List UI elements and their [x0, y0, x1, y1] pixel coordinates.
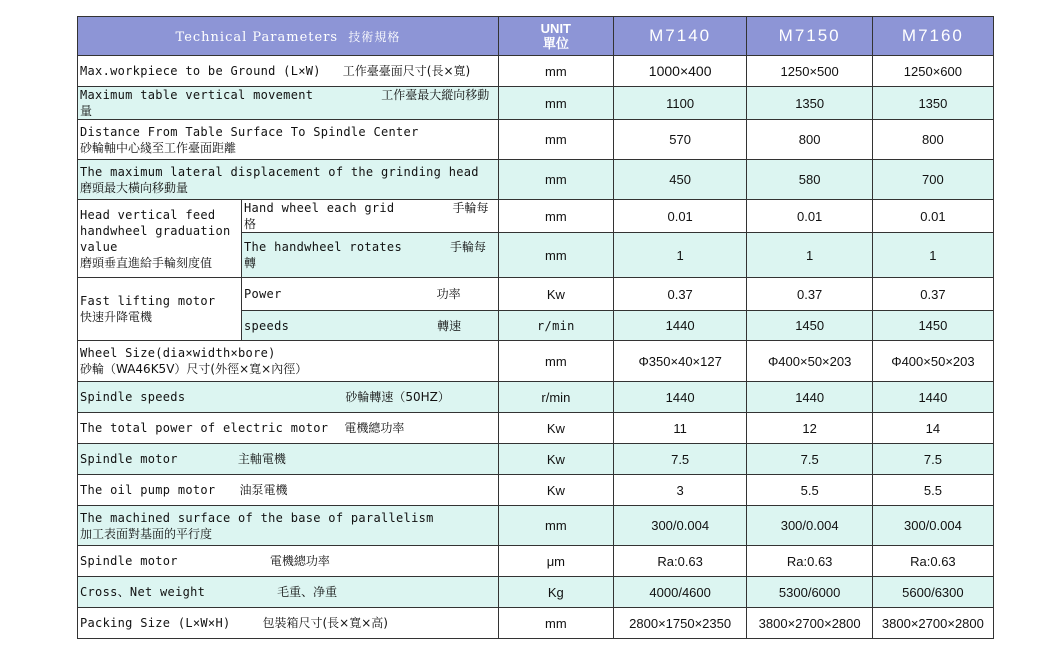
header-model-m7140: M7140 — [613, 17, 747, 56]
value-cell: Φ400×50×203 — [747, 341, 872, 382]
value-cell: 3 — [613, 475, 747, 506]
value-cell: 1440 — [747, 382, 872, 413]
value-cell: 580 — [747, 160, 872, 200]
table-row — [78, 341, 994, 382]
value-cell: 7.5 — [872, 444, 993, 475]
table-row — [78, 382, 994, 413]
value-cell: 800 — [747, 120, 872, 160]
unit-cell: Kw — [498, 278, 613, 311]
unit-cell: mm — [498, 160, 613, 200]
value-cell: 14 — [872, 413, 993, 444]
value-cell: 300/0.004 — [613, 506, 747, 546]
unit-cell: r/min — [498, 382, 613, 413]
table-row — [78, 506, 994, 546]
unit-cell: mm — [498, 506, 613, 546]
table-row — [78, 160, 994, 200]
table-row — [78, 413, 994, 444]
header-model-m7160: M7160 — [872, 17, 993, 56]
value-cell: 0.01 — [613, 200, 747, 233]
value-cell: Ra:0.63 — [613, 546, 747, 577]
value-cell: 1350 — [872, 87, 993, 120]
value-cell: 5.5 — [747, 475, 872, 506]
sub-param-label: Power 功率 — [241, 278, 498, 311]
value-cell: 1250×500 — [747, 56, 872, 87]
value-cell: 3800×2700×2800 — [747, 608, 872, 639]
value-cell: 1440 — [872, 382, 993, 413]
spec-table — [77, 16, 994, 639]
value-cell: 1440 — [613, 382, 747, 413]
value-cell: 300/0.004 — [872, 506, 993, 546]
unit-cell: Kw — [498, 413, 613, 444]
value-cell: 12 — [747, 413, 872, 444]
table-row — [78, 546, 994, 577]
param-label: Spindle motor 電機總功率 — [78, 546, 499, 577]
unit-cell: r/min — [498, 311, 613, 341]
header-row — [78, 17, 994, 56]
value-cell: 1440 — [613, 311, 747, 341]
value-cell: Φ400×50×203 — [872, 341, 993, 382]
unit-cell: mm — [498, 87, 613, 120]
value-cell: 11 — [613, 413, 747, 444]
unit-cell: Kg — [498, 577, 613, 608]
value-cell: 570 — [613, 120, 747, 160]
value-cell: Ra:0.63 — [747, 546, 872, 577]
value-cell: 3800×2700×2800 — [872, 608, 993, 639]
param-label: The total power of electric motor 電機總功率 — [78, 413, 499, 444]
value-cell: 1 — [747, 233, 872, 278]
unit-cell: mm — [498, 120, 613, 160]
value-cell: 0.37 — [613, 278, 747, 311]
unit-cell: μm — [498, 546, 613, 577]
unit-cell: mm — [498, 608, 613, 639]
value-cell: 1450 — [872, 311, 993, 341]
unit-cell: Kw — [498, 444, 613, 475]
value-cell: 1450 — [747, 311, 872, 341]
value-cell: 300/0.004 — [747, 506, 872, 546]
value-cell: 0.37 — [747, 278, 872, 311]
group-label-feed: Head vertical feed handwheel graduation value 磨頭垂直進給手輪刻度值 — [78, 200, 242, 278]
sub-param-label: speeds 轉速 — [241, 311, 498, 341]
table-row — [78, 87, 994, 120]
header-unit: UNIT 單位 — [498, 17, 613, 56]
param-label: The machined surface of the base of parallelism 加工表面對基面的平行度 — [78, 506, 499, 546]
value-cell: 800 — [872, 120, 993, 160]
value-cell: Ra:0.63 — [872, 546, 993, 577]
header-title: Technical Parameters 技術規格 — [78, 17, 499, 56]
value-cell: Φ350×40×127 — [613, 341, 747, 382]
table-row — [78, 200, 994, 233]
param-label: Spindle speeds 砂輪轉速（50HZ） — [78, 382, 499, 413]
param-label: The oil pump motor 油泵電機 — [78, 475, 499, 506]
value-cell: 1 — [613, 233, 747, 278]
unit-cell: mm — [498, 56, 613, 87]
table-row — [78, 278, 994, 311]
value-cell: 1350 — [747, 87, 872, 120]
value-cell: 450 — [613, 160, 747, 200]
table-row — [78, 608, 994, 639]
table-row — [78, 56, 994, 87]
value-cell: 7.5 — [747, 444, 872, 475]
unit-cell: Kw — [498, 475, 613, 506]
sub-param-label: The handwheel rotates 手輪每轉 — [241, 233, 498, 278]
value-cell: 700 — [872, 160, 993, 200]
table-row — [78, 120, 994, 160]
value-cell: 1250×600 — [872, 56, 993, 87]
value-cell: 1 — [872, 233, 993, 278]
value-cell: 0.01 — [872, 200, 993, 233]
value-cell: 4000/4600 — [613, 577, 747, 608]
sub-param-label: Hand wheel each grid 手輪每格 — [241, 200, 498, 233]
value-cell: 0.01 — [747, 200, 872, 233]
value-cell: 7.5 — [613, 444, 747, 475]
table-row — [78, 444, 994, 475]
unit-cell: mm — [498, 200, 613, 233]
unit-cell: mm — [498, 341, 613, 382]
value-cell: 5.5 — [872, 475, 993, 506]
header-model-m7150: M7150 — [747, 17, 872, 56]
param-label: Maximum table vertical movement 工作臺最大縱向移動量 — [78, 87, 499, 120]
value-cell: 0.37 — [872, 278, 993, 311]
param-label: Cross、Net weight 毛重、净重 — [78, 577, 499, 608]
value-cell: 5600/6300 — [872, 577, 993, 608]
param-label: Spindle motor 主軸電機 — [78, 444, 499, 475]
value-cell: 1000×400 — [613, 56, 747, 87]
param-label: Wheel Size(dia×width×bore) 砂輪（WA46K5V）尺寸(外徑×寬×內徑） — [78, 341, 499, 382]
value-cell: 2800×1750×2350 — [613, 608, 747, 639]
value-cell: 5300/6000 — [747, 577, 872, 608]
table-row — [78, 577, 994, 608]
param-label: The maximum lateral displacement of the grinding head 磨頭最大橫向移動量 — [78, 160, 499, 200]
group-label-lift: Fast lifting motor 快速升降電機 — [78, 278, 242, 341]
value-cell: 1100 — [613, 87, 747, 120]
param-label: Packing Size (L×W×H) 包裝箱尺寸(長×寬×高) — [78, 608, 499, 639]
table-row — [78, 475, 994, 506]
param-label: Distance From Table Surface To Spindle Center 砂輪軸中心綫至工作臺面距離 — [78, 120, 499, 160]
unit-cell: mm — [498, 233, 613, 278]
param-label: Max.workpiece to be Ground (L×W) 工作臺臺面尺寸(長×寬) — [78, 56, 499, 87]
